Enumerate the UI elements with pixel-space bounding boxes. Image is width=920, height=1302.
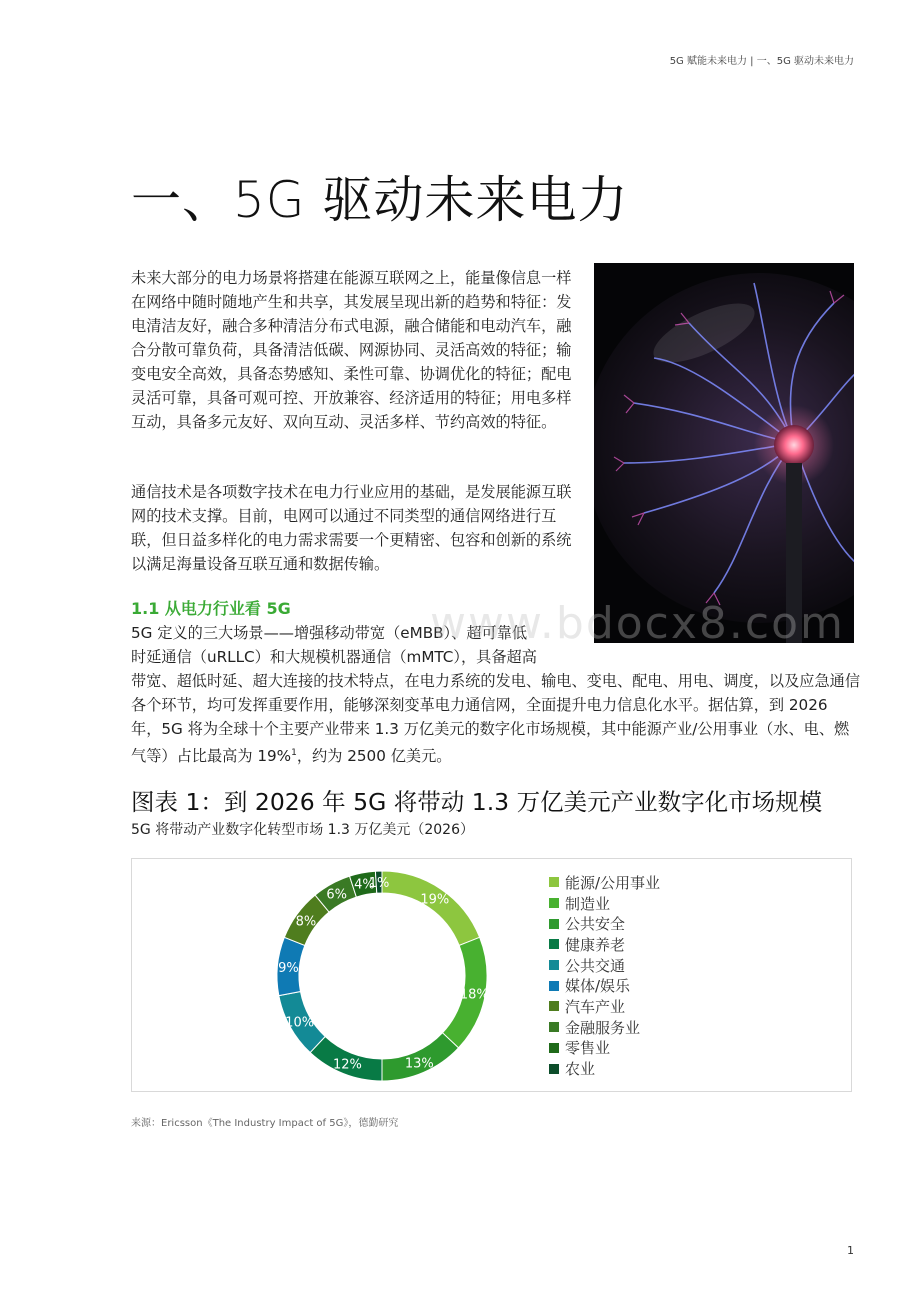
section-title: 1.1 从电力行业看 5G [131,599,291,618]
5g-paragraph-body: 带宽、超低时延、超大连接的技术特点，在电力系统的发电、输电、变电、配电、用电、调度，以及应急通信各个环节，均可发挥重要作用，能够深刻变革电力通信网，全面提升电力信息化水平。据估算，到 2026 年，5G 将为全球十个主要产业带来 1.3 万亿美元的数字化市场规模，其中能源产业/公用事业（水、电、燃气等）占比最高为 19% [131,672,860,766]
donut-label-7: 8% [295,914,317,930]
plasma-ball-illustration [594,263,854,643]
legend-swatch-10 [549,1064,559,1074]
figure-title: 图表 1：到 2026 年 5G 将带动 1.3 万亿美元产业数字化市场规模 [131,788,823,816]
donut-label-10: 1% [368,876,390,892]
page-number: 1 [847,1244,854,1257]
legend-swatch-5 [549,960,559,970]
legend-item-7 [549,996,660,1017]
legend-item-5 [549,955,660,976]
page-title: 一、5G 驱动未来电力 [131,171,629,229]
donut-chart [262,859,502,1091]
running-header: 5G 赋能未来电力 | 一、5G 驱动未来电力 [669,56,854,67]
legend-item-2 [549,893,660,914]
donut-label-5: 10% [285,1015,315,1031]
donut-label-4: 12% [332,1057,362,1073]
donut-label-3: 13% [404,1056,434,1072]
legend-swatch-8 [549,1022,559,1032]
communication-paragraph: 通信技术是各项数字技术在电力行业应用的基础，是发展能源互联网的技术支撑。目前，电网可以通过不同类型的通信网络进行互联，但日益多样化的电力需求需要一个更精密、包容和创新的系统以满足海量设备互联互通和数据传输。 [131,483,572,573]
legend-label-5: 公共交通 [565,956,626,975]
donut-label-9: 4% [354,877,375,893]
legend-item-3 [549,913,660,934]
intro-paragraph: 未来大部分的电力场景将搭建在能源互联网之上，能量像信息一样在网络中随时随地产生和共享，其发展呈现出新的趋势和特征：发电清洁友好，融合多种清洁分布式电源，融合储能和电动汽车，融合分散可靠负荷，具备清洁低碳、网源协同、灵活高效的特征；输变电安全高效，具备态势感知、柔性可靠、协调优化的特征；配电灵活可靠，具备可观可控、开放兼容、经济适用的特征；用电多样互动，具备多元友好、双向互动、灵活多样、节约高效的特征。 [131,269,572,431]
donut-label-1: 19% [420,892,450,908]
legend-swatch-2 [549,898,559,908]
legend-label-10: 农业 [565,1060,596,1079]
donut-label-8: 6% [326,887,348,903]
legend-swatch-7 [549,1001,559,1011]
footnote-marker[interactable]: 1 [291,748,297,758]
legend-label-9: 零售业 [565,1039,611,1058]
donut-slice-1 [382,871,480,945]
chart-container [131,858,852,1092]
legend-label-4: 健康养老 [565,935,626,954]
legend-item-10 [549,1058,660,1079]
legend-swatch-9 [549,1043,559,1053]
legend-swatch-3 [549,919,559,929]
donut-label-2: 18% [459,987,489,1003]
legend-label-3: 公共安全 [565,915,626,934]
legend-label-1: 能源/公用事业 [565,873,661,892]
legend-item-4 [549,934,660,955]
legend-item-1 [549,872,660,893]
legend-item-8 [549,1017,660,1038]
legend-label-7: 汽车产业 [565,997,626,1016]
legend-label-6: 媒体/娱乐 [565,977,631,996]
legend-label-8: 金融服务业 [565,1018,641,1037]
figure-subtitle: 5G 将带动产业数字化转型市场 1.3 万亿美元（2026） [131,822,474,838]
legend-swatch-6 [549,981,559,991]
legend-label-2: 制造业 [565,894,611,913]
watermark: www.bdocx8.com [430,598,845,649]
chart-legend [549,872,660,1079]
legend-swatch-4 [549,939,559,949]
5g-paragraph-line-1: 5G 定义的三大场景——增强移动带宽（eMBB）、超可靠低 [131,624,528,642]
source-note: 来源：Ericsson《The Industry Impact of 5G》，德勤研究 [131,1118,399,1129]
legend-item-9 [549,1038,660,1059]
5g-paragraph-end: ，约为 2500 亿美元。 [296,747,452,766]
5g-paragraph [131,621,861,768]
donut-label-6: 9% [278,961,299,977]
legend-item-6 [549,975,660,996]
legend-swatch-1 [549,877,559,887]
plasma-ball-photo [594,263,854,643]
5g-paragraph-line-2: 时延通信（uRLLC）和大规模机器通信（mMTC），具备超高 [131,648,537,666]
